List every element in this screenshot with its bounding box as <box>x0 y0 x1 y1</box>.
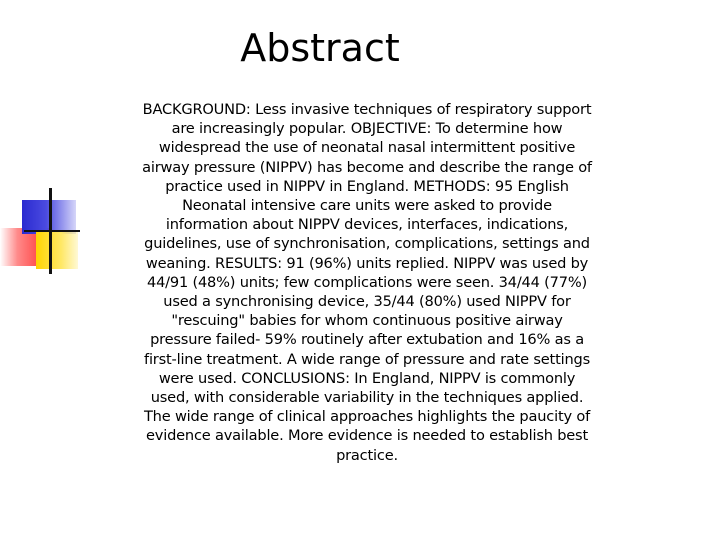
slide-title: Abstract <box>240 26 400 70</box>
decorative-vertical-line <box>49 188 52 274</box>
abstract-body: BACKGROUND: Less invasive techniques of respiratory support are increasingly popular. OBJECTIVE: To determine how widespread the use of neonatal nasal intermittent positive airway pressure (NIPPV) has become and describe the range of practice used in NIPPV in England. METHODS: 95 English Neonatal intensive care units were asked to provide information about NIPPV devices, interfaces, indications, guidelines, use of synchronisation, complications, settings and weaning. RESULTS: 91 (96%) units replied. NIPPV was used by 44/91 (48%) units; few complications were seen. 34/44 (77%) used a synchronising device, 35/44 (80%) used NIPPV for "rescuing" babies for whom continuous positive airway pressure failed- 59% routinely after extubation and 16% as a first-line treatment. A wide range of pressure and rate settings were used. CONCLUSIONS: In England, NIPPV is commonly used, with considerable variability in the techniques applied. The wide range of clinical approaches highlights the paucity of evidence available. More evidence is needed to establish best practice. <box>142 101 592 464</box>
decorative-horizontal-line <box>24 230 80 232</box>
decorative-yellow-block <box>36 231 78 269</box>
